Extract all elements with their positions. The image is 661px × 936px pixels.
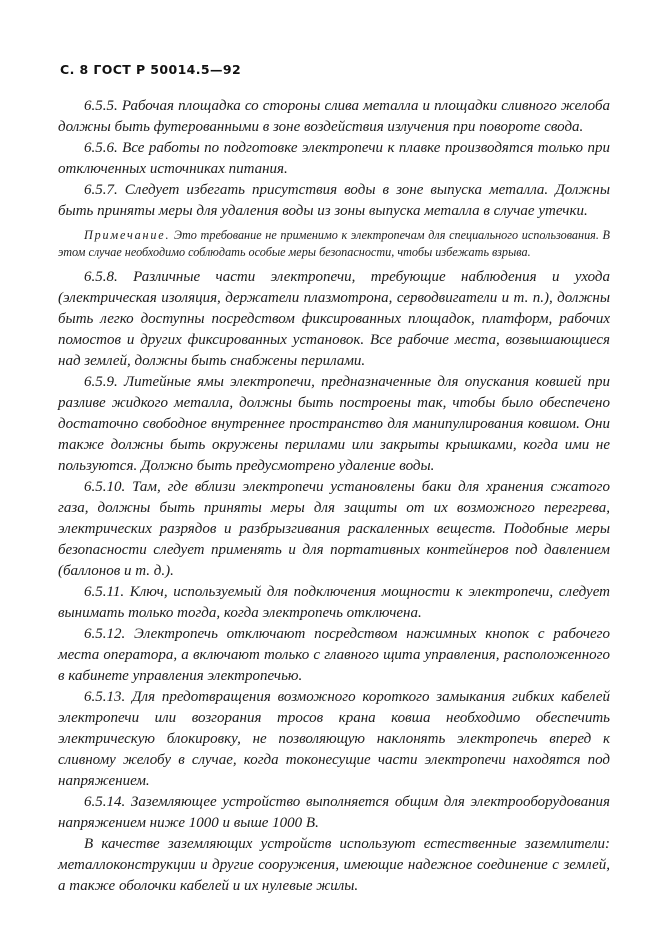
note-text: Это требование не применимо к электропечам для специального использования. В этом случае необходимо соблюдать особые меры безопасности, чтобы избежать взрыва. xyxy=(58,228,610,259)
paragraph-grounding: В качестве заземляющих устройств используют естественные заземлители: металлоконструкции и другие сооружения, имеющие надежное соединение с землей, а также оболочки кабелей и их нулевые жилы. xyxy=(58,836,610,894)
note-label: Примечание. xyxy=(84,228,171,242)
document-body xyxy=(58,96,610,897)
paragraph-6-5-5: 6.5.5. Рабочая площадка со стороны слива металла и площадки сливного желоба должны быть футерованными в зоне воздействия излучения при повороте свода. xyxy=(58,98,610,135)
note xyxy=(58,227,610,261)
paragraph-6-5-10: 6.5.10. Там, где вблизи электропечи установлены баки для хранения сжатого газа, должны быть приняты меры для защиты от их возможного перегрева, электрических разрядов и разбрызгивания раскаленных веществ. Подобные меры безопасности следует применять и для портативных контейнеров под давлением (баллонов и т. д.). xyxy=(58,479,610,579)
paragraph-6-5-14: 6.5.14. Заземляющее устройство выполняется общим для электрооборудования напряжением ниже 1000 и выше 1000 В. xyxy=(58,794,610,831)
paragraph-6-5-13: 6.5.13. Для предотвращения возможного короткого замыкания гибких кабелей электропечи или возгорания тросов крана ковша необходимо обеспечить электрическую блокировку, не позволяющую наклонять электропечь вперед к сливному желобу в случае, когда токонесущие части электропечи находятся под напряжением. xyxy=(58,689,610,789)
paragraph-6-5-12: 6.5.12. Электропечь отключают посредством нажимных кнопок с рабочего места оператора, а включают только с главного щита управления, расположенного в кабинете управления электропечью. xyxy=(58,626,610,684)
paragraph-6-5-11: 6.5.11. Ключ, используемый для подключения мощности к электропечи, следует вынимать только тогда, когда электропечь отключена. xyxy=(58,584,610,621)
paragraph-6-5-8: 6.5.8. Различные части электропечи, требующие наблюдения и ухода (электрическая изоляция, держатели плазмотрона, серводвигатели и т. п.), должны быть легко доступны посредством фиксированных площадок, платформ, рабочих помостов и других фиксированных установок. Все рабочие места, возвышающиеся над землей, должны быть снабжены перилами. xyxy=(58,269,610,369)
paragraph-6-5-9: 6.5.9. Литейные ямы электропечи, предназначенные для опускания ковшей при разливе жидкого металла, должны быть построены так, чтобы было обеспечено достаточно свободное внутреннее пространство для манипулирования ковшом. Они также должны быть окружены перилами или закрыты крышками, когда ими не пользуются. Должно быть предусмотрено удаление воды. xyxy=(58,374,610,474)
page-header: С. 8 ГОСТ Р 50014.5—92 xyxy=(60,62,242,77)
paragraph-6-5-7: 6.5.7. Следует избегать присутствия воды в зоне выпуска металла. Должны быть приняты меры для удаления воды из зоны выпуска металла в случае утечки. xyxy=(58,182,610,219)
paragraph-6-5-6: 6.5.6. Все работы по подготовке электропечи к плавке производятся только при отключенных источниках питания. xyxy=(58,140,610,177)
